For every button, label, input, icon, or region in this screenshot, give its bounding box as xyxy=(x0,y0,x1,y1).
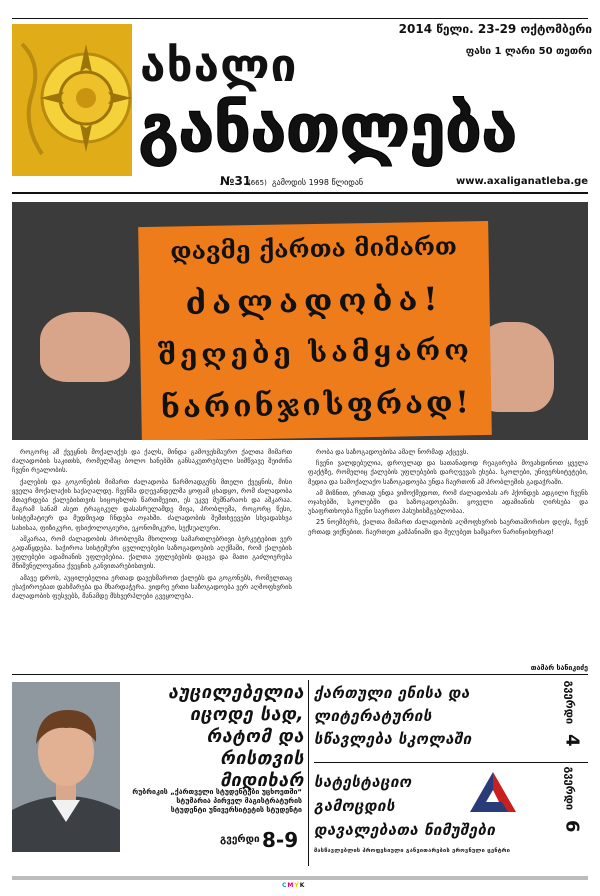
title-line-1: ახალი xyxy=(140,38,298,92)
promo-literature-headline xyxy=(314,682,546,751)
promo-interview-page-number: 8-9 xyxy=(262,828,299,852)
article-paragraph: 25 ნოემბერს, ქალთა მიმართ ძალადობის აღმოფხვრის საერთაშორისო დღეს, ჩვენ ერთად ვიქნებით. ჩაერთეთ კამპანიაში და შეღებეთ სამყარო ნარინჯისფრად! xyxy=(308,518,588,536)
article-paragraph: ქალების და გოგონების მიმართ ძალადობა წარმოადგენს მთელი ქვეყნის, მისი ყველა მოქალაქის საქაღალდე. ჩვენმა დღევანდელმა ყოფამ ცხადყო, რომ ძალადობა მთავრდება ქალებისთვის სიცოცხლის წართმევით, ეს უკვე მუშნარაოს და აშკარაა. მაგრამ სანამ ასეთ ტრაგიკულ დასასრულამდე მივა, პრობლემა, როგორც წესი, სისტემატიურ და მუდმივად ჩნდება ოჯახში. ძალადობის შემთხვევები სხვადასხვა სახისაა, ფიზიკური, ფსიქოლოგიური, ეკონომიკური, სექსუალური. xyxy=(12,477,292,532)
website-link[interactable]: www.axaliganatleba.ge xyxy=(456,176,589,187)
top-rule xyxy=(12,18,588,19)
article-paragraph: რობა და საზოგადოებისა ამალ ნორმად აქცევს. xyxy=(316,448,469,456)
article-paragraph: აშკარაა, რომ ძალადობის პრობლემა მხოლოდ სამართლებრივი ბერკეტებით ვერ გადაწყდება. საჭიროა სისტემური ცვლილებები საზოგადოების აღქმაში, რომ ქალების უფლებები ადამიანის უფლებებია. ქალთა უფლებების დაცვა და მათი გაძლიერება მნიშვნელოვანია ქვეყნის განვითარებისთვის. xyxy=(12,534,292,571)
page-number: 6 xyxy=(561,819,583,833)
promo-interview-page-label: გვერდი xyxy=(220,834,260,845)
headline-line: დავალებათა ნიმუშები xyxy=(314,821,496,839)
article-paragraph: ჩვენი ვალდებულია, დროულად და სათანადოდ რეაგირება მოვახდინოთ ყველა ფაქტზე, რომელიც ქალების უფლებების დარღვევას ეხება. სკოლები, უნივერსიტეტები, მედია და სამოქალაქო საზოგადოება უნდა ჩაერთონ ამ პრობლემის გადაჭრაში. xyxy=(308,459,588,486)
promo-literature[interactable] xyxy=(314,680,588,758)
page-label: გვერდი xyxy=(563,766,577,811)
issue-number: №31 xyxy=(220,174,252,188)
headline-line: რატომ და xyxy=(206,726,304,747)
subtext-line: სტუდენტი უნივერსიტეტის სტუდენტი xyxy=(170,806,302,814)
sun-emblem-icon xyxy=(12,24,132,176)
promo-literature-page-ref xyxy=(562,681,583,761)
left-hand xyxy=(40,312,130,382)
promo-divider-vertical xyxy=(308,680,309,866)
newspaper-logo-emblem xyxy=(12,24,132,176)
promo-divider-horizontal xyxy=(314,762,588,763)
protest-sign xyxy=(138,221,492,440)
person-photo-icon xyxy=(12,682,120,852)
sign-line-4: ნარინჯისფრად! xyxy=(160,385,473,426)
article-column-1 xyxy=(12,448,292,603)
promo-exam-samples[interactable] xyxy=(314,766,588,868)
sign-line-1: დავმე ქართა მიმართ xyxy=(170,231,458,266)
title-line-2: განათლება xyxy=(138,90,517,167)
promo-interview-headline xyxy=(130,682,304,792)
subtext-line: რუბრიკის „ქართველი სტუდენტები უცხოეთში“ xyxy=(132,788,302,796)
article-paragraph: როგორც ამ ქვეყნის მოქალაქეს და ქალს, მინდა გამოვეხმაურო ქალთა მიმართ ძალადობის საკითხს, რომელმაც ბოლო ხანებში განსაკუთრებული სიმწვავე შეიძინა ჩვენი რეალობის. xyxy=(12,448,292,475)
headline-line: ლიტერატურის xyxy=(314,707,432,725)
headline-line: გამოცდის xyxy=(314,797,396,815)
issue-date: 2014 წელი. 23-29 ოქტომბერი xyxy=(398,22,592,36)
student-portrait xyxy=(12,682,120,852)
headline-line: სწავლება სკოლაში xyxy=(314,730,472,748)
print-mark-letter: K xyxy=(299,882,306,889)
page-label: გვერდი xyxy=(563,680,577,725)
issue-price: ფასი 1 ლარი 50 თეთრი xyxy=(465,46,592,57)
headline-line: ქართული ენისა და xyxy=(314,684,470,702)
print-mark-letter: M xyxy=(287,882,295,889)
subtext-line: სტუმარია პირველ მაგისტრატურის xyxy=(176,797,302,805)
footer-bar xyxy=(12,876,588,880)
promo-top-rule xyxy=(12,674,588,675)
article-column-2 xyxy=(308,448,588,539)
article-paragraph: ამავე დროს, აუცილებელია ერთად დავეხმაროთ ქალებს და გოგონებს, რომელთაც ესაჭიროებათ დახმარება და მხარდაჭერა. ვიდრე ერთი საზოგადოება ვერ აღმოფხვრის ძალადობის ფესვებს, მანამდე მსხვერპლები გვეყოლება. xyxy=(12,573,292,601)
headline-line: სატესტაციო xyxy=(314,773,412,791)
sign-line-3: შეღებე სამყარო xyxy=(157,333,474,372)
promo-exam-subtext: მასწავლებლის პროფესიული განვითარების ეროვნული ცენტრი xyxy=(314,848,511,854)
published-since: გამოდის 1998 წლიდან xyxy=(272,178,364,187)
headline-line: იცოდე სად, xyxy=(189,704,304,725)
promo-interview[interactable] xyxy=(12,676,304,866)
masthead-rule xyxy=(12,192,588,194)
headline-line: რისთვის მიდიხარ xyxy=(220,748,304,791)
triangle-logo-icon xyxy=(468,770,518,814)
print-mark-letter: Y xyxy=(294,882,300,889)
promo-exam-page-ref xyxy=(562,767,583,847)
article-author: თამარ სანიკიძე xyxy=(530,664,588,672)
issue-number-extra: (665) xyxy=(248,179,267,187)
print-marks xyxy=(282,882,305,889)
headline-line: აუცილებელია xyxy=(168,682,304,703)
print-mark-letter: C xyxy=(282,882,288,889)
cover-photo xyxy=(12,202,588,440)
sign-line-2: ძალადობა! xyxy=(185,279,444,323)
promo-interview-subtext xyxy=(124,788,302,815)
page-number: 4 xyxy=(561,733,583,747)
lead-article xyxy=(12,448,588,672)
article-paragraph: ამ მიზნით, ერთად უნდა ვიმოქმედოთ, რომ ძალადობას არ ჰქონდეს ადგილი ჩვენს ოჯახებში, სკოლებში და საზოგადოებაში. ყოველი ადამიანის ღირსება და უსაფრთხოება ჩვენი საერთო პასუხისმგებლობაა. xyxy=(308,488,588,516)
